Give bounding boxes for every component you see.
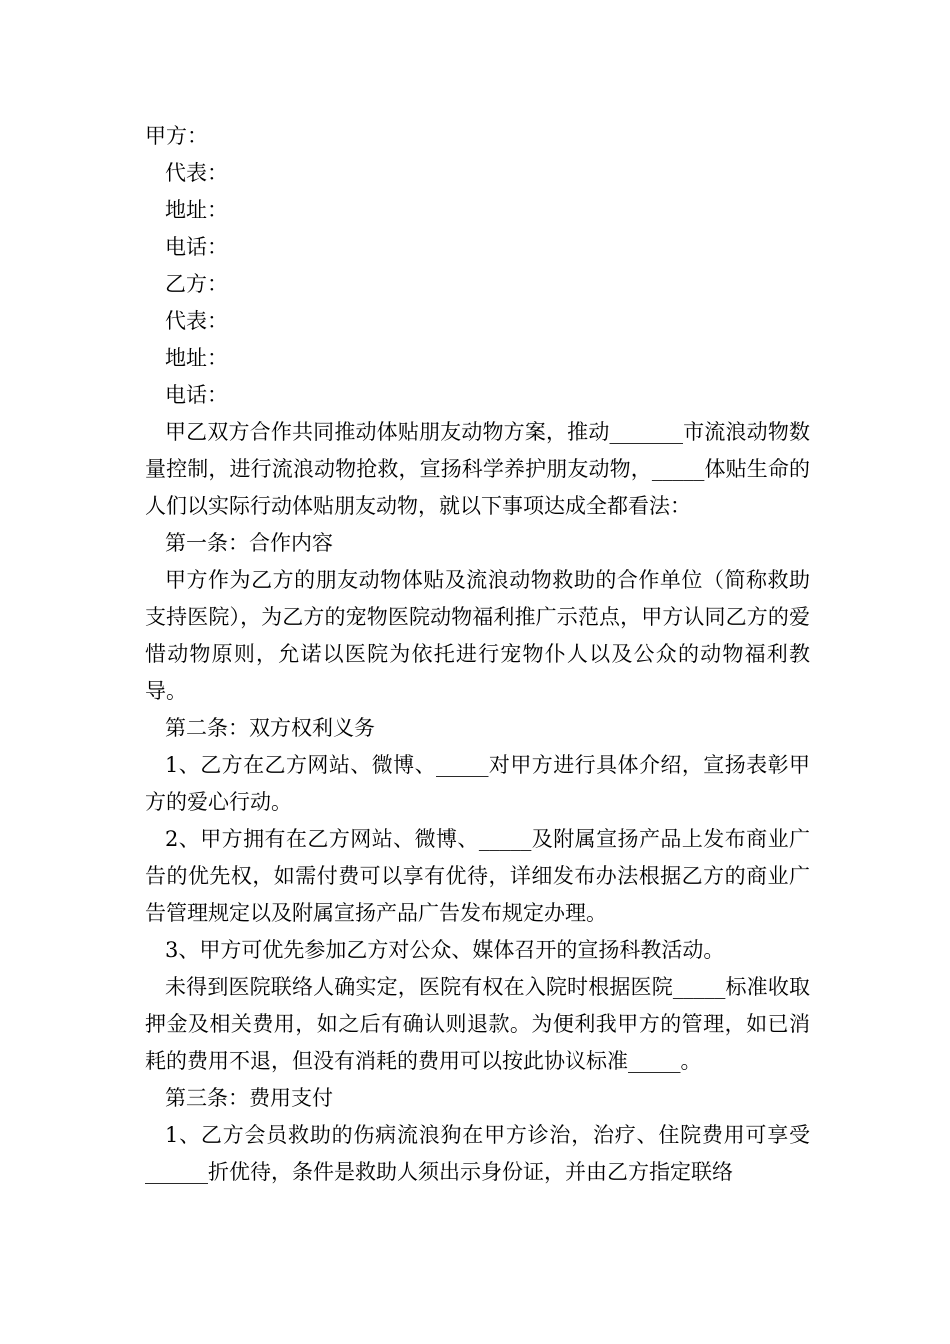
article-1-heading: 第一条：合作内容 [165,531,333,555]
article-2-item-2: 2、甲方拥有在乙方网站、微博、_____及附属宣扬产品上发布商业广告的优先权，如需付费可以享有优待，详细发布办法根据乙方的商业广告管理规定以及附属宣扬产品广告发布规定办理。 [145,827,810,925]
article-3-item-1: 1、乙方会员救助的伤病流浪狗在甲方诊治，治疗、住院费用可享受______折优待，条件是救助人须出示身份证，并由乙方指定联络 [145,1123,810,1184]
party-b-label: 乙方： [165,272,228,296]
party-b-representative: 代表： [165,309,228,333]
party-a-address: 地址： [165,198,228,222]
article-2-item-3: 3、甲方可优先参加乙方对公众、媒体召开的宣扬科教活动。 [165,938,725,962]
contract-body [145,118,810,1191]
article-3-heading: 第三条：费用支付 [165,1086,333,1110]
party-b-phone: 电话： [165,383,228,407]
article-2-item-1: 1、乙方在乙方网站、微博、_____对甲方进行具体介绍，宣扬表彰甲方的爱心行动。 [145,753,810,814]
article-2-note: 未得到医院联络人确实定，医院有权在入院时根据医院_____标准收取押金及相关费用，如之后有确认则退款。为便利我甲方的管理，如已消耗的费用不退，但没有消耗的费用可以按此协议标准_____。 [145,975,810,1073]
party-a-label: 甲方： [145,124,208,148]
party-a-phone: 电话： [165,235,228,259]
preamble-paragraph: 甲乙双方合作共同推动体贴朋友动物方案，推动_______市流浪动物数量控制，进行流浪动物抢救，宣扬科学养护朋友动物，_____体贴生命的人们以实际行动体贴朋友动物，就以下事项达成全都看法： [145,420,810,518]
party-a-representative: 代表： [165,161,228,185]
party-b-address: 地址： [165,346,228,370]
article-1-body: 甲方作为乙方的朋友动物体贴及流浪动物救助的合作单位（简称救助支持医院），为乙方的宠物医院动物福利推广示范点，甲方认同乙方的爱惜动物原则，允诺以医院为依托进行宠物仆人以及公众的动物福利教导。 [145,568,810,703]
article-2-heading: 第二条：双方权利义务 [165,716,375,740]
